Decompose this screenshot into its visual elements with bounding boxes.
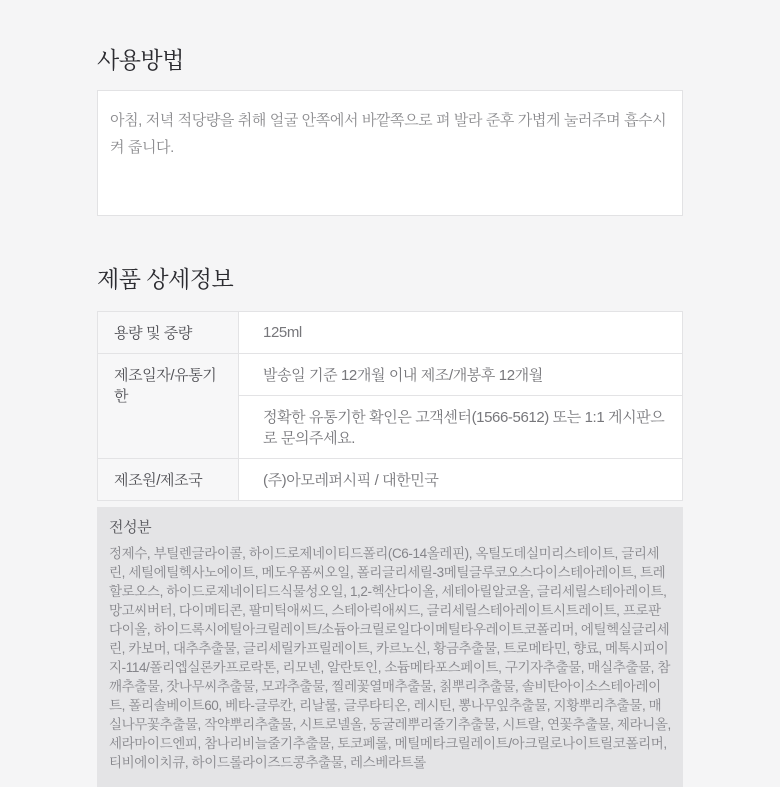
row-value-volume: 125ml (239, 311, 683, 353)
product-detail-section (97, 265, 683, 787)
row-value-expiry-2: 정확한 유통기한 확인은 고객센터(1566-5612) 또는 1:1 게시판으로 문의주세요. (239, 395, 683, 458)
ingredients-text: 정제수, 부틸렌글라이콜, 하이드로제네이티드폴리(C6-14올레핀), 옥틸도데실미리스테이트, 글리세린, 세틸에틸헥사노에이트, 메도우폼씨오일, 폴리글리세릴-3메틸글루코오스다이스테아레이트, 트레할로오스, 하이드로제네이티드식물성오일, 1,2-헥산다이올, 세테아릴알코올, 글리세릴스테아레이트, 망고씨버터, 다이메티콘, 팔미틱애씨드, 스테아릭애씨드, 글리세릴스테아레이트시트레이트, 프로판다이올, 하이드록시에틸아크릴레이트/소듐아크릴로일다이메틸타우레이트코폴리머, 에틸헥실글리세린, 카보머, 대추추출물, 글리세릴카프릴레이트, 카르노신, 황금추출물, 트로메타민, 향료, 메톡시피이지-114/폴리엡실론카프로락톤, 리모넨, 알란토인, 소듐메타포스페이트, 구기자추출물, 매실추출물, 참깨추출물, 잣나무씨추출물, 모과추출물, 찔레꽃열매추출물, 칡뿌리추출물, 솔비탄아이소스테아레이트, 폴리솔베이트60, 베타-글루칸, 리날룰, 글루타티온, 레시틴, 뽕나무잎추출물, 지황뿌리추출물, 매실나무꽃추출물, 작약뿌리추출물, 시트로넬올, 둥굴레뿌리줄기추출물, 시트랄, 연꽃추출물, 제라니올, 세라마이드엔피, 참나리비늘줄기추출물, 토코페롤, 메틸메타크릴레이트/아크릴로나이트릴코폴리머, 티비에이치큐, 하이드롤라이즈드콩추출물, 레스베라트롤 (109, 545, 671, 770)
usage-instructions-box (97, 90, 683, 216)
ingredients-panel (97, 507, 683, 787)
table-row-expiry (98, 353, 683, 395)
row-label-expiry: 제조일자/유통기한 (98, 353, 239, 458)
table-row-volume (98, 311, 683, 353)
product-info-content (97, 0, 683, 787)
row-value-manufacturer: (주)아모레퍼시픽 / 대한민국 (239, 458, 683, 500)
product-detail-title: 제품 상세정보 (97, 265, 234, 292)
row-label-volume: 용량 및 중량 (98, 311, 239, 353)
product-detail-table (97, 311, 683, 501)
row-value-expiry-1: 발송일 기준 12개월 이내 제조/개봉후 12개월 (239, 353, 683, 395)
ingredients-title: 전성분 (109, 518, 152, 536)
table-row-manufacturer (98, 458, 683, 500)
usage-section (97, 46, 683, 216)
usage-section-title: 사용방법 (97, 47, 184, 73)
usage-instructions-text: 아침, 저녁 적당량을 취해 얼굴 안쪽에서 바깥쪽으로 펴 발라 준후 가볍게 눌러주며 흡수시켜 줍니다. (110, 111, 667, 156)
row-label-manufacturer: 제조원/제조국 (98, 458, 239, 500)
